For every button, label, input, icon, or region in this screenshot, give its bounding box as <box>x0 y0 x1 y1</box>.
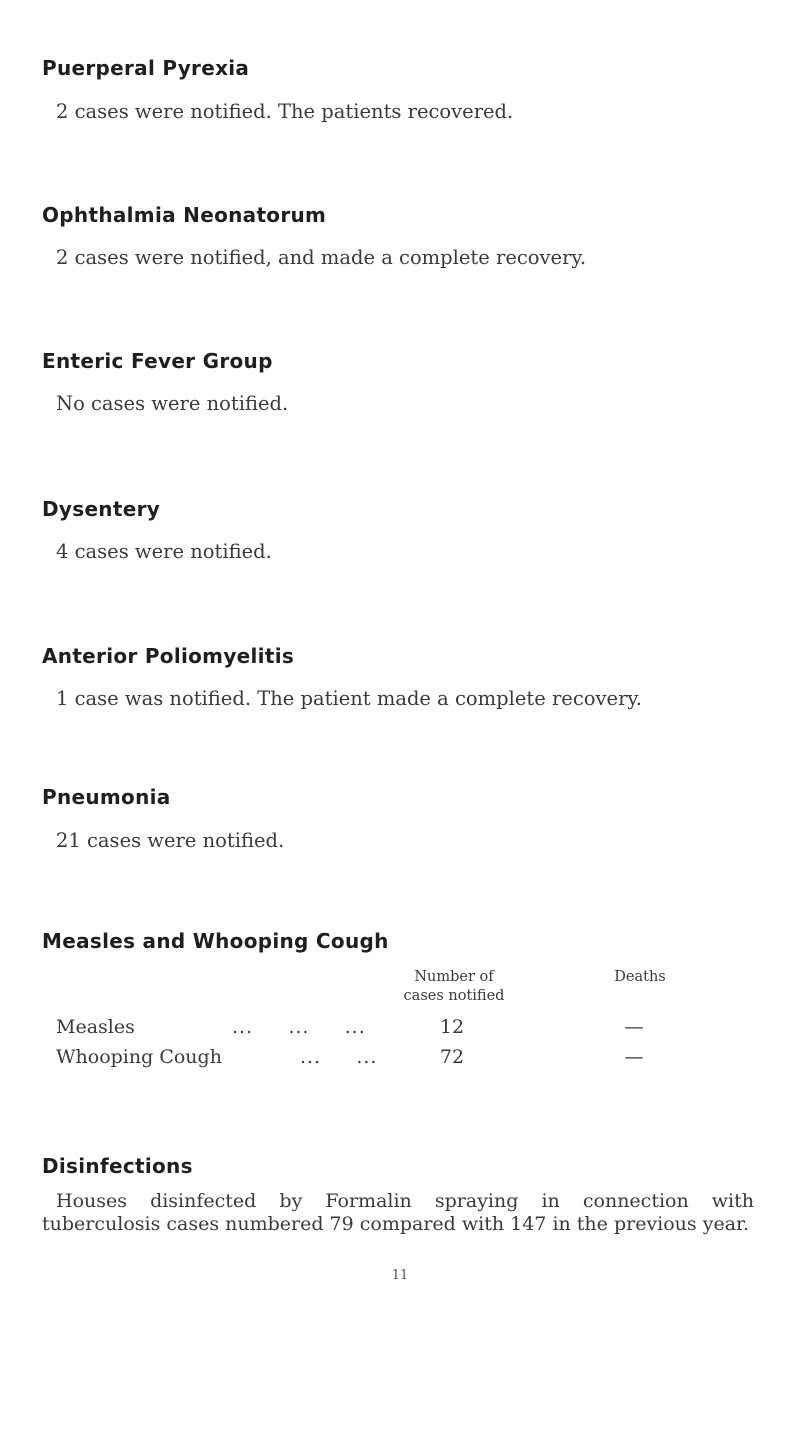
section-disinfections <box>42 1153 782 1236</box>
section-text: 2 cases were notified, and made a complete recovery. <box>56 246 587 269</box>
section-measles-whooping-cough <box>42 928 782 1068</box>
section-dysentery <box>42 496 782 566</box>
section-heading: Enteric Fever Group <box>42 349 273 373</box>
section-heading: Dysentery <box>42 497 161 521</box>
section-ophthalmia-neonatorum <box>42 202 782 272</box>
row-label: Whooping Cough <box>56 1046 222 1068</box>
section-enteric-fever <box>42 348 782 418</box>
section-heading: Anterior Poliomyelitis <box>42 644 295 668</box>
row-notified-count: 72 <box>439 1046 465 1068</box>
section-pneumonia <box>42 784 782 855</box>
notification-table <box>42 968 782 1128</box>
section-text: 1 case was notified. The patient made a complete recovery. <box>56 687 643 710</box>
row-deaths: — <box>624 1046 644 1068</box>
section-text: 4 cases were notified. <box>56 540 272 563</box>
row-label: Measles <box>56 1016 135 1038</box>
section-heading: Disinfections <box>42 1154 193 1178</box>
section-puerperal-pyrexia <box>42 55 782 126</box>
column-header-deaths: Deaths <box>614 969 666 985</box>
column-header-notified-line2: cases notified <box>403 988 505 1004</box>
section-text: 2 cases were notified. The patients recovered. <box>56 100 514 123</box>
column-header-notified-line1: Number of <box>414 969 494 985</box>
row-notified-count: 12 <box>439 1016 465 1038</box>
section-paragraph: Houses disinfected by Formalin spraying in connection with tuberculosis cases numbered 79 compared with 147 in the previous year. <box>42 1190 754 1235</box>
section-text: No cases were notified. <box>56 392 289 415</box>
row-leader-dots: ... ... <box>300 1046 378 1068</box>
section-heading: Ophthalmia Neonatorum <box>42 203 327 227</box>
page-number: 11 <box>391 1268 409 1283</box>
section-text: 21 cases were notified. <box>56 829 285 852</box>
row-deaths: — <box>624 1016 644 1038</box>
column-header-notified <box>364 968 544 1006</box>
section-anterior-poliomyelitis <box>42 643 782 713</box>
section-heading: Measles and Whooping Cough <box>42 929 389 953</box>
section-heading: Pneumonia <box>42 785 171 809</box>
row-leader-dots: ... ... ... <box>232 1016 366 1038</box>
section-heading: Puerperal Pyrexia <box>42 56 250 80</box>
